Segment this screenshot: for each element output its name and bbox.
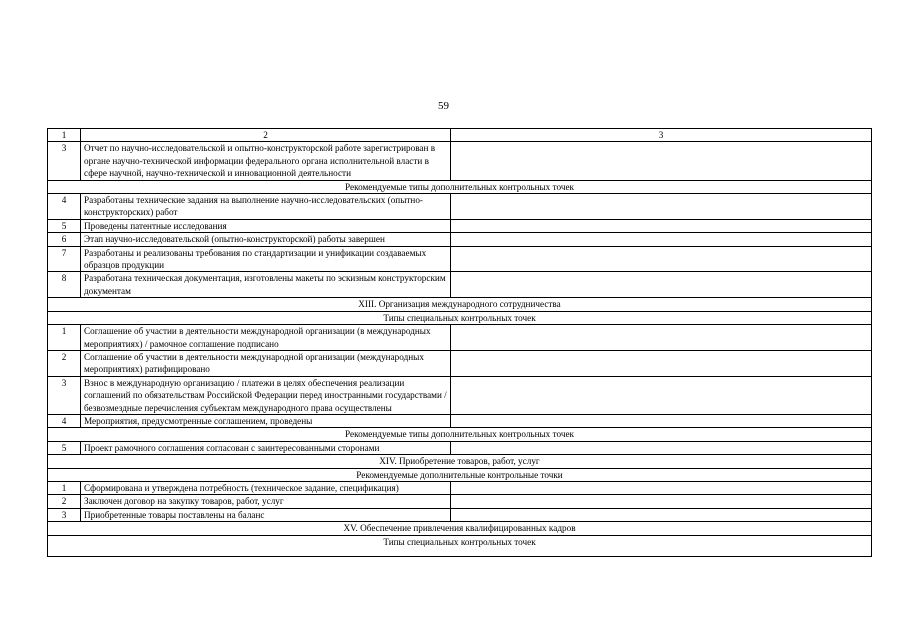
- row-number: 3: [48, 376, 81, 414]
- checkpoint-description: Сформирована и утверждена потребность (техническое задание, спецификация): [81, 481, 451, 494]
- row-number: 3: [48, 142, 81, 180]
- checkpoint-value-cell: [451, 441, 872, 454]
- checkpoint-value-cell: [451, 194, 872, 220]
- checkpoint-value-cell: [451, 142, 872, 180]
- checkpoint-value-cell: [451, 325, 872, 351]
- table-row: [48, 142, 872, 180]
- table-header-row: [48, 129, 872, 142]
- section-heading-row: [48, 311, 872, 324]
- table-row: [48, 508, 872, 521]
- row-number: 1: [48, 481, 81, 494]
- row-number: 5: [48, 441, 81, 454]
- row-number: 4: [48, 414, 81, 427]
- column-header-2: 2: [81, 129, 451, 142]
- section-heading: XV. Обеспечение привлечения квалифицированных кадров: [48, 522, 872, 535]
- section-heading-row: [48, 535, 872, 556]
- section-heading: Типы специальных контрольных точек: [48, 535, 872, 556]
- row-number: 4: [48, 194, 81, 220]
- row-number: 8: [48, 272, 81, 298]
- checkpoint-value-cell: [451, 219, 872, 232]
- row-number: 6: [48, 233, 81, 246]
- section-heading-row: [48, 180, 872, 193]
- table-row: [48, 441, 872, 454]
- checkpoint-description: Отчет по научно-исследовательской и опытно-конструкторской работе зарегистрирован в органе научно-технической информации федерального органа исполнительной власти в сфере научной, научно-технической и инновационной деятельности: [81, 142, 451, 180]
- checkpoint-value-cell: [451, 272, 872, 298]
- row-number: 2: [48, 495, 81, 508]
- section-heading-row: [48, 468, 872, 481]
- row-number: 7: [48, 246, 81, 272]
- checkpoint-description: Соглашение об участии в деятельности международной организации (международных мероприятиях) ратифицировано: [81, 350, 451, 376]
- checkpoint-value-cell: [451, 350, 872, 376]
- checkpoint-value-cell: [451, 481, 872, 494]
- table-row: [48, 194, 872, 220]
- table-row: [48, 272, 872, 298]
- checkpoint-table: [47, 128, 872, 557]
- table-body: [48, 129, 872, 557]
- row-number: 3: [48, 508, 81, 521]
- checkpoint-description: Разработаны и реализованы требования по стандартизации и унификации создаваемых образцов продукции: [81, 246, 451, 272]
- checkpoint-description: Приобретенные товары поставлены на баланс: [81, 508, 451, 521]
- row-number: 2: [48, 350, 81, 376]
- section-heading: XIII. Организация международного сотрудничества: [48, 298, 872, 311]
- checkpoint-description: Соглашение об участии в деятельности международной организации (в международных мероприятиях) / рамочное соглашение подписано: [81, 325, 451, 351]
- table-row: [48, 219, 872, 232]
- page-number: 59: [438, 100, 449, 112]
- section-heading: XIV. Приобретение товаров, работ, услуг: [48, 455, 872, 468]
- checkpoint-description: Этап научно-исследовательской (опытно-конструкторской) работы завершен: [81, 233, 451, 246]
- checkpoint-value-cell: [451, 233, 872, 246]
- checkpoint-description: Взнос в международную организацию / платежи в целях обеспечения реализации соглашений по обязательствам Российской Федерации перед иностранными государствами / безвозмездные перечисления субъектам международного права осуществлены: [81, 376, 451, 414]
- section-heading-row: [48, 455, 872, 468]
- checkpoint-value-cell: [451, 508, 872, 521]
- table-row: [48, 376, 872, 414]
- table-row: [48, 246, 872, 272]
- row-number: 5: [48, 219, 81, 232]
- table-row: [48, 325, 872, 351]
- section-heading: Рекомендуемые типы дополнительных контрольных точек: [48, 180, 872, 193]
- column-header-3: 3: [451, 129, 872, 142]
- column-header-1: 1: [48, 129, 81, 142]
- checkpoint-description: Заключен договор на закупку товаров, работ, услуг: [81, 495, 451, 508]
- checkpoint-value-cell: [451, 414, 872, 427]
- checkpoint-description: Проведены патентные исследования: [81, 219, 451, 232]
- checkpoint-value-cell: [451, 495, 872, 508]
- table-row: [48, 481, 872, 494]
- section-heading-row: [48, 522, 872, 535]
- section-heading: Рекомендуемые типы дополнительных контрольных точек: [48, 428, 872, 441]
- checkpoint-description: Разработаны технические задания на выполнение научно-исследовательских (опытно-конструкторских) работ: [81, 194, 451, 220]
- checkpoint-description: Мероприятия, предусмотренные соглашением, проведены: [81, 414, 451, 427]
- checkpoint-value-cell: [451, 376, 872, 414]
- checkpoint-description: Разработана техническая документация, изготовлены макеты по эскизным конструкторским документам: [81, 272, 451, 298]
- checkpoint-description: Проект рамочного соглашения согласован с заинтересованными сторонами: [81, 441, 451, 454]
- table-row: [48, 495, 872, 508]
- table-row: [48, 350, 872, 376]
- table-row: [48, 233, 872, 246]
- table-row: [48, 414, 872, 427]
- row-number: 1: [48, 325, 81, 351]
- section-heading-row: [48, 428, 872, 441]
- checkpoint-value-cell: [451, 246, 872, 272]
- section-heading: Рекомендуемые дополнительные контрольные точки: [48, 468, 872, 481]
- section-heading-row: [48, 298, 872, 311]
- section-heading: Типы специальных контрольных точек: [48, 311, 872, 324]
